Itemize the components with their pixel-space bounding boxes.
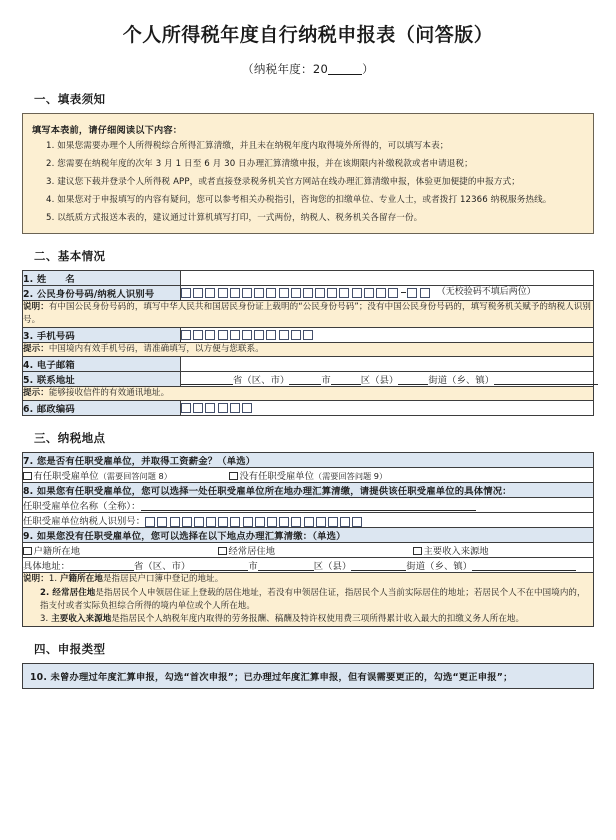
question-9-title: 9. 如果您没有任职受雇单位，您可以选择在以下地点办理汇算清缴：（单选） [23,528,594,543]
question-10-title: 10. 未曾办理过年度汇算申报，勾选“首次申报”；已办理过年度汇算申报，但有误需要更正的，勾选“更正申报”； [22,663,594,689]
tax-location-table [22,452,594,627]
employer-name-field[interactable] [23,501,476,512]
digit-box[interactable] [206,517,216,527]
note-text: 是指居民个人纳税年度内取得的劳务报酬、稿酬及特许权使用费三项所得累计收入最大的扣缴义务人所在地。 [111,613,525,624]
section-heading-tax-location: 三、纳税地点 [34,431,106,446]
address-blank-district[interactable] [258,560,314,571]
question-7-options [23,468,594,483]
note-term: 户籍所在地 [59,574,103,585]
digit-box[interactable] [181,288,191,298]
digit-box[interactable] [303,288,313,298]
digit-box[interactable] [181,403,191,413]
digit-box[interactable] [291,517,301,527]
table-row [23,483,594,498]
address-part-district: 区（县） [313,561,352,573]
table-row [23,558,594,573]
note-number: 1. [48,574,60,585]
digit-box[interactable] [193,330,203,340]
employer-tin-row [23,513,594,528]
address-part-province: 省（区、市） [134,561,191,573]
note-line [40,613,593,626]
radio-group-employment [23,468,593,482]
tax-year-subtitle [22,61,594,77]
checkbox-icon[interactable] [23,547,32,556]
tax-year-prefix: （纳税年度：20 [242,61,329,76]
digit-box[interactable] [266,330,276,340]
note-label: 说明： [23,301,49,312]
option-hint: （需要回答问题 9） [313,471,388,482]
option-label: 户籍所在地 [33,546,80,558]
notice-title: 填写本表前，请仔细阅读以下内容： [32,124,183,136]
notice-item: 4. 如果您对于申报填写的内容有疑问，您可以参考相关办税指引，咨询您的扣缴单位、专业人士，或者拨打 12366 纳税服务热线。 [46,194,552,205]
digit-box[interactable] [376,288,386,298]
table-row [23,357,594,372]
notice-item: 5. 以纸质方式报送本表的，建议通过计算机填写打印，一式两份，纳税人、税务机关各留存一份。 [46,213,423,224]
note-line [40,587,593,613]
question-9-note [23,573,594,627]
digit-box[interactable] [388,288,398,298]
digit-box[interactable] [315,288,325,298]
note-text: 是指居民户口簿中登记的地址。 [102,574,224,585]
digit-box[interactable] [303,330,313,340]
digit-box[interactable] [255,517,265,527]
digit-box[interactable] [193,288,203,298]
digit-box[interactable] [291,330,301,340]
address-blank-district[interactable] [331,374,361,385]
question-8-title: 8. 如果您有任职受雇单位，您可以选择一处任职受雇单位所在地办理汇算清缴，请提供该任职受雇单位的具体情况： [23,483,594,498]
digit-box[interactable] [230,403,240,413]
digit-box[interactable] [291,288,301,298]
employer-tin-label: 任职受雇单位纳税人识别号： [23,516,146,528]
table-row [23,387,594,401]
digit-box[interactable] [194,517,204,527]
digit-box[interactable] [218,403,228,413]
digit-box[interactable] [420,288,430,298]
digit-box[interactable] [267,517,277,527]
digit-box[interactable] [242,403,252,413]
address-blank-detail[interactable] [472,560,576,571]
address-part-city: 市 [248,561,258,573]
option-label: 经常居住地 [228,546,275,558]
hyphen-separator [401,292,406,293]
digit-box[interactable] [181,330,191,340]
digit-box[interactable] [230,330,240,340]
notice-item: 3. 建议您下载并登录个人所得税 APP，或者直接登录税务机关官方网站在线办理汇算清缴申报，体验更加便捷的申报方式； [46,176,520,187]
address-part-province: 省（区、市） [233,375,290,387]
specific-address-line[interactable] [23,561,576,572]
option-label: 主要收入来源地 [423,546,489,558]
address-blank-city[interactable] [190,560,248,571]
digit-box[interactable] [218,517,228,527]
table-row [23,528,594,543]
address-part-district: 区（县） [360,375,399,387]
address-blank-detail[interactable] [494,374,598,385]
notice-item: 2. 您需要在纳税年度的次年 3 月 1 日至 6 月 30 日办理汇算清缴申报，并在该期限内补缴税款或者申请退税； [46,158,473,169]
digit-box[interactable] [145,517,155,527]
option-label: 没有任职受雇单位 [239,471,314,483]
table-row [23,498,594,513]
name-input[interactable] [181,270,594,285]
table-row [23,300,594,327]
digit-box[interactable] [407,288,417,298]
address-note [23,387,594,401]
note-term: 主要收入来源地 [51,613,112,624]
phone-note [23,343,594,357]
contact-address-input[interactable] [181,372,594,387]
note-text: 中国境内有效手机号码，请准确填写，以方便与您联系。 [48,344,264,354]
digit-box[interactable] [352,288,362,298]
note-term: 经常居住地 [52,587,96,598]
table-row [23,343,594,357]
address-part-city: 市 [321,375,331,387]
digit-box[interactable] [254,288,264,298]
digit-box[interactable] [243,517,253,527]
tax-year-suffix: ） [362,61,374,76]
employer-name-blank[interactable] [141,500,476,511]
checkbox-icon[interactable] [229,472,238,481]
digit-box[interactable] [230,288,240,298]
checkbox-icon[interactable] [23,472,32,481]
note-line [23,574,223,584]
option-main-income-source[interactable] [413,543,489,557]
digit-box[interactable] [157,517,167,527]
option-has-employer[interactable] [23,468,229,482]
table-row [23,543,594,558]
table-row [23,401,594,416]
digit-box[interactable] [340,517,350,527]
employer-tin-digit-boxes[interactable] [145,517,364,527]
address-line[interactable] [181,375,598,386]
digit-box[interactable] [279,330,289,340]
phone-digit-boxes[interactable] [181,330,315,340]
tax-declaration-form-page [0,18,616,840]
table-row [23,573,594,627]
question-9-address-row [23,558,594,573]
table-row [23,328,594,343]
address-part-street: 街道（乡、镇） [428,375,495,387]
digit-box[interactable] [205,403,215,413]
tax-year-input-blank[interactable] [328,64,362,75]
digit-box[interactable] [230,517,240,527]
employer-name-row [23,498,594,513]
instructions-notice-box [22,113,594,234]
notice-item: 1. 如果您需要办理个人所得税综合所得汇算清缴，并且未在纳税年度内取得境外所得的，可以填写本表； [46,140,449,151]
digit-box[interactable] [364,288,374,298]
contact-address-label: 5. 联系地址 [23,372,181,387]
address-part-street: 街道（乡、镇） [406,561,473,573]
postcode-digit-boxes[interactable] [181,403,254,413]
digit-box[interactable] [327,288,337,298]
email-label: 4. 电子邮箱 [23,357,181,372]
email-field[interactable] [181,357,594,372]
id-digit-boxes[interactable] [181,288,432,298]
option-habitual-residence[interactable] [218,543,413,557]
table-row [23,468,594,483]
digit-box[interactable] [205,330,215,340]
table-row [23,513,594,528]
option-label: 有任职受雇单位 [33,471,99,483]
digit-box[interactable] [316,517,326,527]
note-text: 能够接收信件的有效通讯地址。 [48,388,170,399]
digit-box[interactable] [279,288,289,298]
page-title: 个人所得税年度自行纳税申报表（问答版） [122,24,494,46]
digit-box[interactable] [170,517,180,527]
digit-box[interactable] [182,517,192,527]
note-label: 说明： [23,574,49,585]
digit-box[interactable] [266,288,276,298]
note-label: 提示： [23,344,49,354]
specific-address-label: 具体地址： [23,561,70,573]
note-text: 是指居民个人申领居住证上登载的居住地址，若没有申领居住证，指居民个人当前实际居住的地址；若居民个人不在中国境内的，指支付或者实际负担综合所得的境内单位或个人所在地。 [40,587,586,611]
phone-label: 3. 手机号码 [23,328,181,343]
option-hint: （需要回答问题 8） [98,471,172,482]
phone-input[interactable] [181,328,594,343]
digit-box[interactable] [328,517,338,527]
checkbox-icon[interactable] [218,547,227,556]
note-number: 3. [40,613,52,624]
address-blank-street[interactable] [398,374,428,385]
id-number-input[interactable] [181,285,594,300]
note-label: 提示： [23,388,49,399]
digit-box[interactable] [339,288,349,298]
table-row [23,453,594,468]
section-heading-instructions: 一、填表须知 [34,91,106,106]
question-7-title: 7. 您是否有任职受雇单位，并取得工资薪金？（单选） [23,453,594,468]
digit-box[interactable] [254,330,264,340]
name-label: 1. 姓 名 [23,270,181,285]
digit-box[interactable] [242,330,252,340]
address-blank-city[interactable] [289,374,321,385]
table-row [23,372,594,387]
postcode-input[interactable] [181,401,594,416]
radio-group-location [23,543,593,557]
option-no-employer[interactable] [229,468,435,482]
address-blank-province[interactable] [181,374,233,385]
address-blank-province[interactable] [70,560,134,571]
digit-box[interactable] [218,288,228,298]
checkbox-icon[interactable] [413,547,422,556]
digit-box[interactable] [218,330,228,340]
digit-box[interactable] [193,403,203,413]
table-row [23,270,594,285]
digit-box[interactable] [279,517,289,527]
id-number-hint: （无校验码不填后两位） [436,287,536,298]
digit-box[interactable] [242,288,252,298]
section-heading-basic-info: 二、基本情况 [34,248,106,263]
option-household-registration[interactable] [23,543,218,557]
note-number: 2. [40,587,53,598]
postcode-label: 6. 邮政编码 [23,401,181,416]
digit-box[interactable] [304,517,314,527]
id-number-note [23,300,594,327]
address-blank-street[interactable] [351,560,406,571]
id-number-label: 2. 公民身份号码/纳税人识别号 [23,285,181,300]
basic-info-table [22,270,594,417]
digit-box[interactable] [352,517,362,527]
note-text: 有中国公民身份号码的，填写中华人民共和国居民身份证上载明的“公民身份号码”；没有中国公民身份号码的，填写税务机关赋予的纳税人识别号。 [23,301,592,325]
employer-name-label: 任职受雇单位名称（全称）： [23,501,141,513]
section-heading-declaration-type: 四、申报类型 [34,642,106,657]
digit-box[interactable] [205,288,215,298]
question-9-options [23,543,594,558]
table-row [23,285,594,300]
